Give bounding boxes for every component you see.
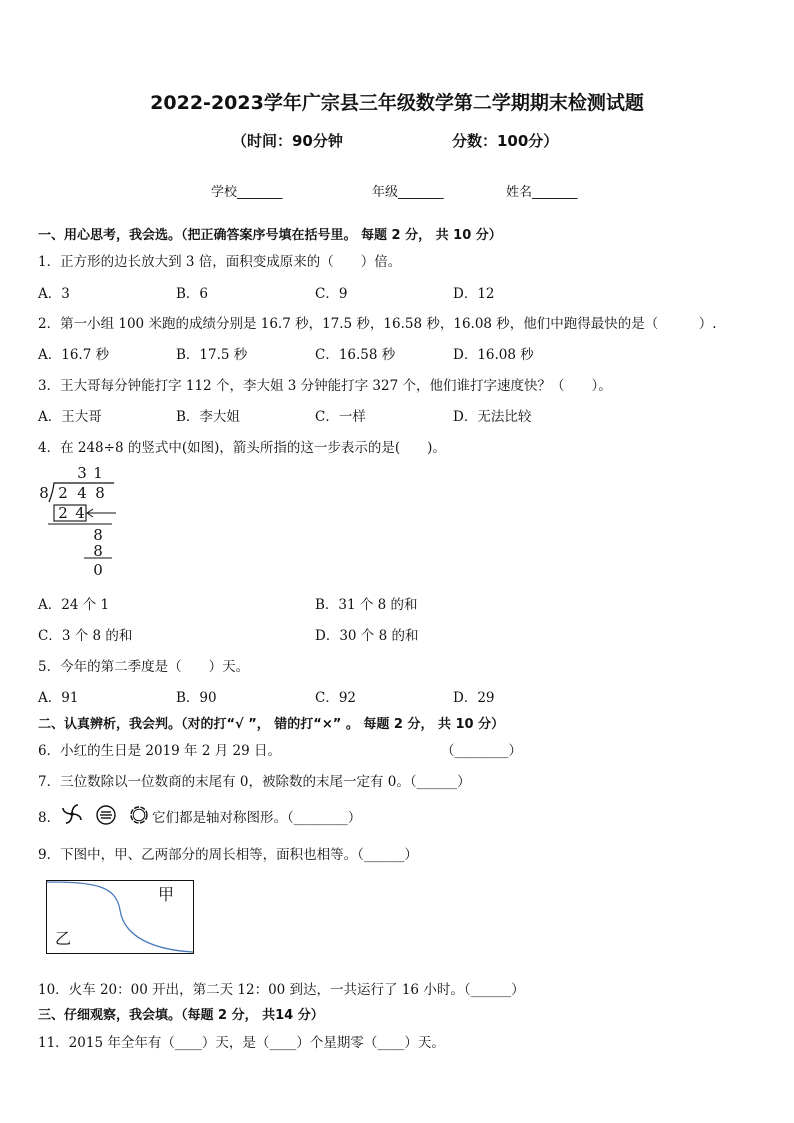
grade-field: 年级_______ (372, 185, 444, 200)
option: B．李大姐 (176, 409, 240, 425)
question-text: 5．今年的第二季度是（ ）天。 (38, 659, 250, 675)
step-digit: 8 (93, 542, 103, 560)
answer-blank: （________） (441, 743, 522, 759)
name-field: 姓名_______ (506, 185, 578, 200)
option: A．91 (38, 690, 79, 706)
question-text: 它们都是轴对称图形。（________） (152, 810, 362, 826)
section-title: 一、用心思考，我会选。（把正确答案序号填在括号里。 每题 2 分， 共 10 分） (38, 228, 502, 243)
question-text: 10．火车 20：00 开出，第二天 12：00 到达，一共运行了 16 小时。（______） (38, 982, 525, 998)
option: A．16.7 秒 (38, 347, 110, 363)
question-number: 8． (38, 810, 61, 826)
option: D．无法比较 (453, 409, 532, 425)
option: D．12 (453, 286, 495, 302)
option: A．24 个 1 (38, 597, 110, 613)
option: C．92 (315, 690, 357, 706)
option: D．16.08 秒 (453, 347, 534, 363)
dividend-digit: 2 (58, 484, 68, 502)
dividend-digit: 8 (95, 484, 105, 502)
school-field: 学校_______ (211, 185, 283, 200)
option: D．29 (453, 690, 495, 706)
quotient-digit: 1 (93, 464, 103, 482)
flower-icon (128, 804, 150, 826)
question-text: 4．在 248÷8 的竖式中(如图)，箭头所指的这一步表示的是( )。 (38, 440, 446, 456)
step-digit: 2 (58, 504, 68, 522)
option: D．30 个 8 的和 (315, 628, 419, 644)
final-digit: 0 (93, 561, 103, 579)
page-title: 2022-2023学年广宗县三年级数学第二学期期末检测试题 (150, 92, 644, 114)
section-title: 二、认真辨析，我会判。（对的打“√ ”， 错的打“×” 。 每题 2 分， 共 10 分） (38, 717, 505, 732)
exam-score: 分数：100分） (452, 132, 559, 150)
question-text: 3．王大哥每分钟能打字 112 个，李大姐 3 分钟能打字 327 个，他们谁打字速度快？（ ）。 (38, 378, 612, 394)
long-division-figure (36, 462, 146, 580)
question-text: 6．小红的生日是 2019 年 2 月 29 日。 (38, 743, 281, 759)
option: B．90 (176, 690, 217, 706)
option: B．6 (176, 286, 209, 302)
option: B．31 个 8 的和 (315, 597, 418, 613)
option: C．一样 (315, 409, 366, 425)
question-text: 7．三位数除以一位数商的末尾有 0，被除数的末尾一定有 0。（______） (38, 774, 471, 790)
quotient-digit: 3 (77, 464, 87, 482)
option: B．17.5 秒 (176, 347, 248, 363)
option: C．3 个 8 的和 (38, 628, 133, 644)
remainder-digit: 8 (93, 526, 103, 544)
circle-bars-icon (95, 804, 117, 826)
divisor: 8 (39, 484, 49, 502)
region-label-jia: 甲 (158, 885, 175, 904)
area-figure (46, 880, 194, 954)
question-text: 9．下图中，甲、乙两部分的周长相等，面积也相等。（______） (38, 847, 418, 863)
option: A．3 (38, 286, 70, 302)
option: C．16.58 秒 (315, 347, 396, 363)
region-label-yi: 乙 (55, 929, 72, 948)
section-title: 三、仔细观察，我会填。（每题 2 分， 共14 分） (38, 1008, 324, 1023)
option: C．9 (315, 286, 348, 302)
question-text: 11．2015 年全年有（____）天，是（____）个星期零（____）天。 (38, 1035, 445, 1051)
question-text: 1．正方形的边长放大到 3 倍，面积变成原来的（ ）倍。 (38, 254, 402, 270)
dividend-digit: 4 (77, 484, 87, 502)
step-digit: 4 (75, 504, 85, 522)
question-text: 2．第一小组 100 米跑的成绩分别是 16.7 秒，17.5 秒，16.58 秒，16.08 秒，他们中跑得最快的是（ ）. (38, 316, 717, 332)
exam-time: （时间：90分钟 (232, 132, 343, 150)
option: A．王大哥 (38, 409, 102, 425)
pinwheel-icon (60, 802, 84, 826)
